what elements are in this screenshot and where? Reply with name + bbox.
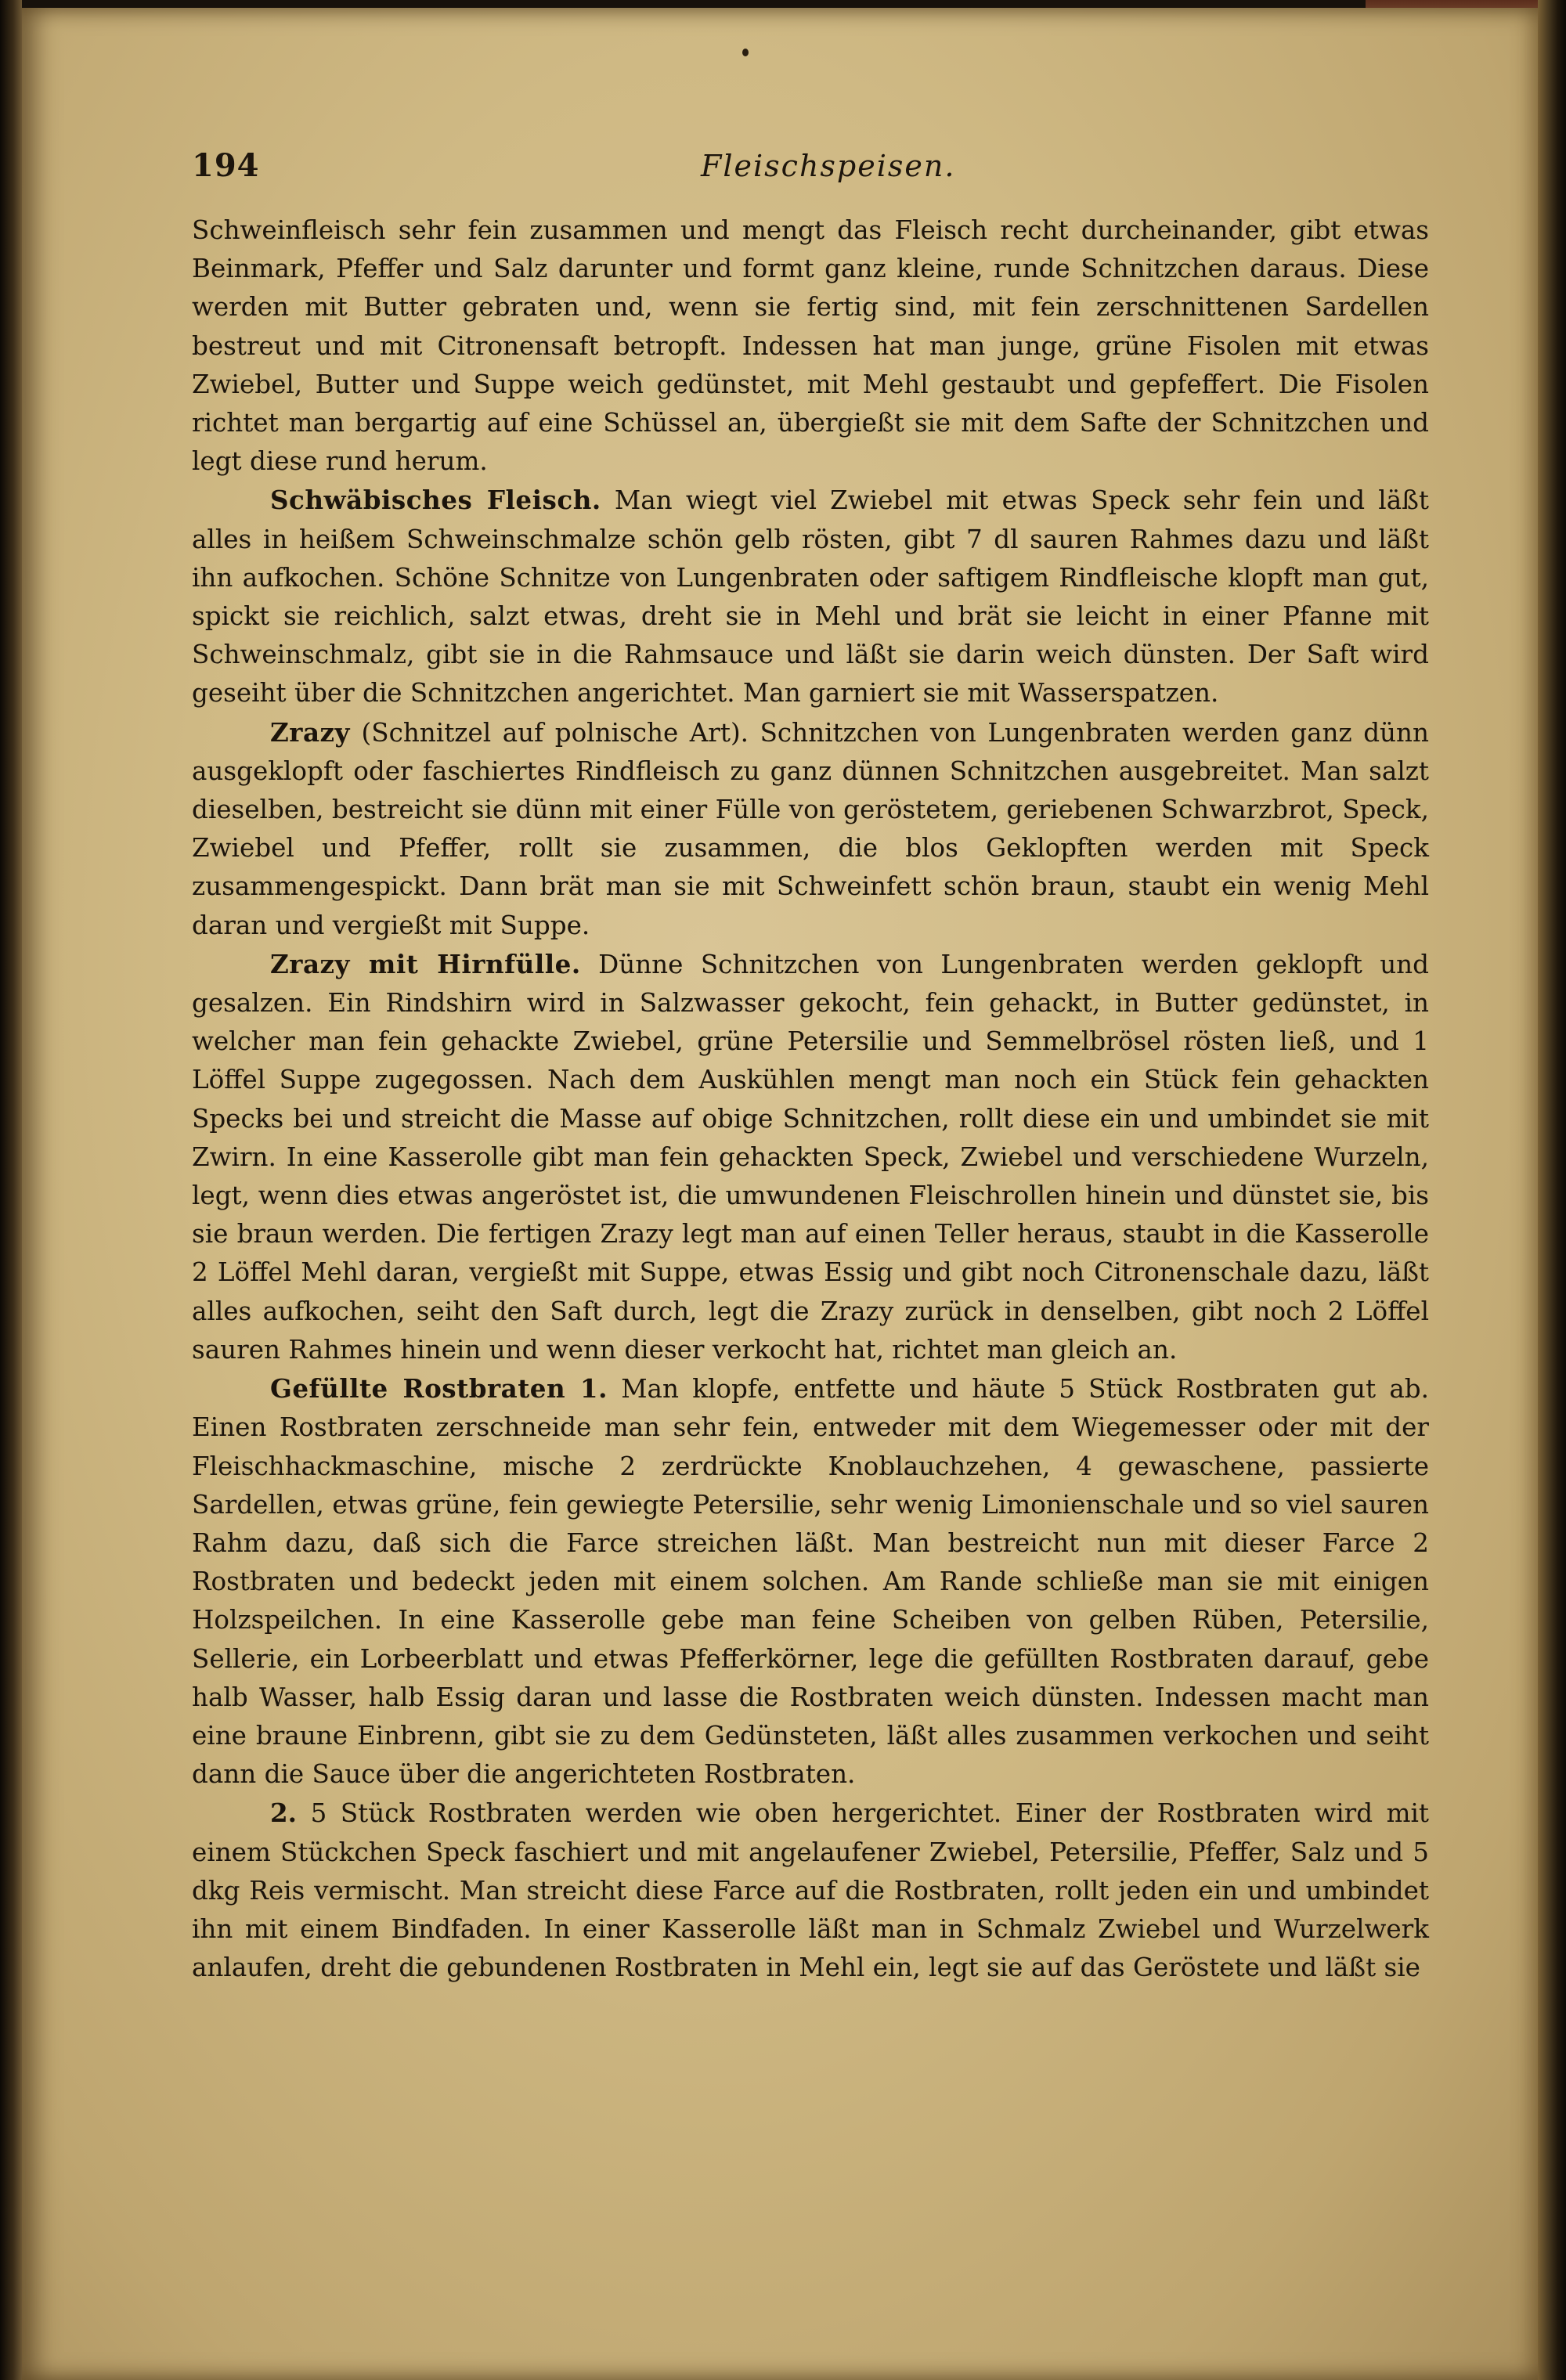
recipe-title: Zrazy	[270, 716, 350, 748]
book-fore-edge	[1538, 0, 1566, 2380]
page-number: 194	[192, 147, 260, 184]
recipe-zrazy	[192, 713, 1429, 945]
page-body	[192, 211, 1429, 1987]
recipe-variant-number: 2.	[270, 1798, 298, 1829]
paragraph-text: Man klopfe, entfette und häute 5 Stück Rostbraten gut ab. Einen Rostbraten zerschneide man sehr fein, entweder mit dem Wiegemesser oder mit der Fleischhackmaschine, mische 2 zerdrückte Knoblauchzehen, 4 gewaschene, passierte Sardellen, etwas grüne, fein gewiegte Petersilie, sehr wenig Limonienschale und so viel sauren Rahm dazu, daß sich die Farce streichen läßt. Man bestreicht nun mit dieser Farce 2 Rostbraten und bedeckt jeden mit einem solchen. Am Rande schließe man sie mit einigen Holzspeilchen. In eine Kasserolle gebe man feine Scheiben von gelben Rüben, Petersilie, Sellerie, ein Lorbeerblatt und etwas Pfefferkörner, lege die gefüllten Rostbraten darauf, gebe halb Wasser, halb Essig daran und lasse die Rostbraten weich dünsten. Indessen macht man eine braune Einbrenn, gibt sie zu dem Gedünsteten, läßt alles zusammen verkochen und seiht dann die Sauce über die angerichteten Rostbraten.	[192, 1374, 1429, 1790]
running-head: Fleischspeisen.	[701, 149, 956, 183]
paragraph-text: 5 Stück Rostbraten werden wie oben hergerichtet. Einer der Rostbraten wird mit einem Stückchen Speck faschiert und mit angelaufener Zwiebel, Petersilie, Pfeffer, Salz und 5 dkg Reis vermischt. Man streicht diese Farce auf die Rostbraten, rollt jeden ein und umbindet ihn mit einem Bindfaden. In einer Kasserolle läßt man in Schmalz Zwiebel und Wurzelwerk anlaufen, dreht die gebundenen Rostbraten in Mehl ein, legt sie auf das Geröstete und läßt sie	[192, 1798, 1429, 1983]
paragraph-text: Schweinfleisch sehr fein zusammen und mengt das Fleisch recht durcheinander, gibt etwas Beinmark, Pfeffer und Salz darunter und formt ganz kleine, runde Schnitzchen daraus. Diese werden mit Butter gebraten und, wenn sie fertig sind, mit fein zerschnittenen Sardellen bestreut und mit Citronensaft betropft. Indessen hat man junge, grüne Fisolen mit etwas Zwiebel, Butter und Suppe weich gedünstet, mit Mehl gestaubt und gepfeffert. Die Fisolen richtet man bergartig auf eine Schüssel an, übergießt sie mit dem Safte der Schnitzchen und legt diese rund herum.	[192, 215, 1429, 477]
recipe-gefuellte-rostbraten-1	[192, 1369, 1429, 1794]
ink-speck	[742, 49, 749, 56]
paragraph-text: Dünne Schnitzchen von Lungenbraten werden geklopft und gesalzen. Ein Rindshirn wird in Salzwasser gekocht, fein gehackt, in Butter gedünstet, in welcher man fein gehackte Zwiebel, grüne Petersilie und Semmelbrösel rösten ließ, und 1 Löffel Suppe zugegossen. Nach dem Auskühlen mengt man noch ein Stück fein gehackten Specks bei und streicht die Masse auf obige Schnitzchen, rollt diese ein und umbindet sie mit Zwirn. In eine Kasserolle gibt man fein gehackten Speck, Zwiebel und verschiedene Wurzeln, legt, wenn dies etwas angeröstet ist, die umwundenen Fleischrollen hinein und dünstet sie, bis sie braun werden. Die fertigen Zrazy legt man auf einen Teller heraus, staubt in die Kasserolle 2 Löffel Mehl daran, vergießt mit Suppe, etwas Essig und gibt noch Citronenschale dazu, läßt alles aufkochen, seiht den Saft durch, legt die Zrazy zurück in denselben, gibt noch 2 Löffel sauren Rahmes hinein und wenn dieser verkocht hat, richtet man gleich an.	[192, 949, 1430, 1365]
recipe-title: Gefüllte Rostbraten 1.	[270, 1373, 608, 1405]
paragraph-continued	[192, 211, 1429, 481]
recipe-zrazy-mit-hirnfuelle	[192, 945, 1429, 1369]
paragraph-text: (Schnitzel auf polnische Art). Schnitzchen von Lungenbraten werden ganz dünn ausgeklopft oder faschiertes Rindfleisch zu ganz dünnen Schnitzchen ausgebreitet. Man salzt dieselben, bestreicht sie dünn mit einer Fülle von geröstetem, geriebenen Schwarzbrot, Speck, Zwiebel und Pfeffer, rollt sie zusammen, die blos Geklopften werden mit Speck zusammengespickt. Dann brät man sie mit Schweinfett schön braun, staubt ein wenig Mehl daran und vergießt mit Suppe.	[192, 717, 1430, 940]
recipe-gefuellte-rostbraten-2	[192, 1794, 1429, 1987]
recipe-schwaebisches-fleisch	[192, 481, 1429, 712]
book-gutter-edge	[0, 0, 22, 2380]
recipe-title: Zrazy mit Hirnfülle.	[270, 948, 581, 979]
page-header	[192, 147, 1429, 194]
paragraph-text: Man wiegt viel Zwiebel mit etwas Speck sehr fein und läßt alles in heißem Schweinschmalze schön gelb rösten, gibt 7 dl sauren Rahmes dazu und läßt ihn aufkochen. Schöne Schnitze von Lungenbraten oder saftigem Rindfleische klopft man gut, spickt sie reichlich, salzt etwas, dreht sie in Mehl und brät sie leicht in einer Pfanne mit Schweinschmalz, gibt sie in die Rahmsauce und läßt sie darin weich dünsten. Der Saft wird geseiht über die Schnitzchen angerichtet. Man garniert sie mit Wasserspatzen.	[192, 485, 1429, 709]
recipe-title: Schwäbisches Fleisch.	[270, 485, 601, 516]
